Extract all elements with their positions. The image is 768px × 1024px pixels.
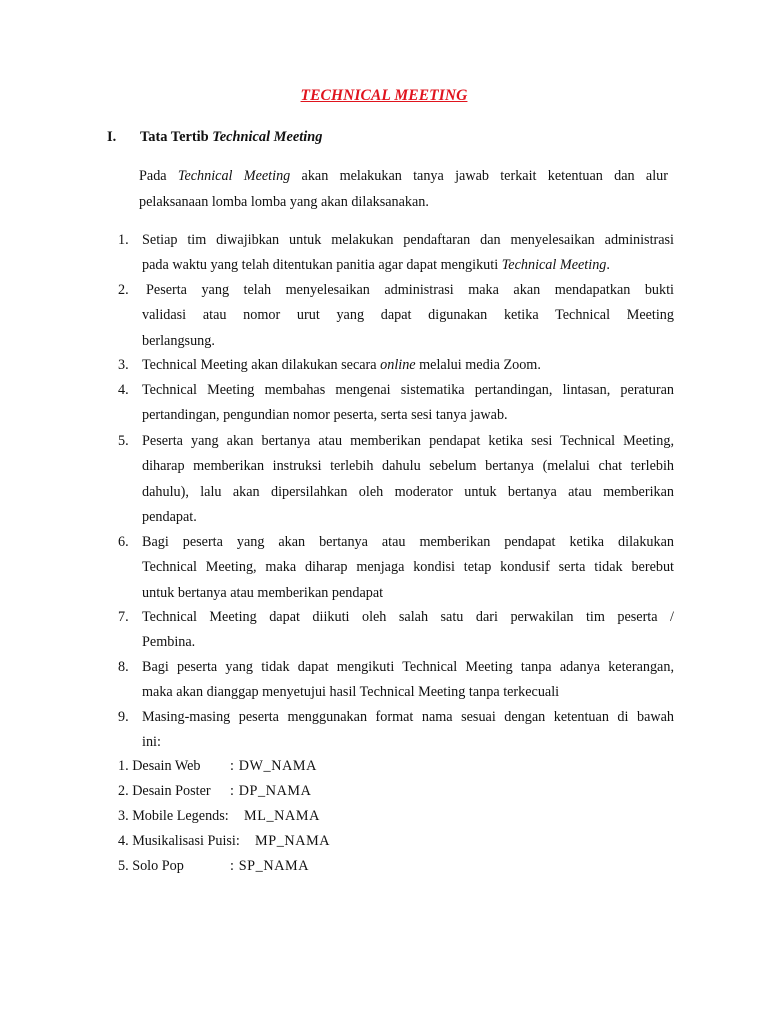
rule-6-line-1: Bagi peserta yang akan bertanya atau memberikan pendapat ketika dilakukan — [142, 534, 674, 550]
rule-8-line-1: Bagi peserta yang tidak dapat mengikuti Technical Meeting tanpa adanya keterangan, — [142, 659, 674, 675]
rule-5-line-1: Peserta yang akan bertanya atau memberikan pendapat ketika sesi Technical Meeting, — [142, 433, 674, 449]
rule-4-line-2: pertandingan, pengundian nomor peserta, serta sesi tanya jawab. — [142, 407, 508, 424]
rule-6-line-3: untuk bertanya atau memberikan pendapat — [142, 584, 384, 601]
format-row — [118, 804, 320, 829]
rule-8-line-2: maka akan dianggap menyetujui hasil Technical Meeting tanpa terkecuali — [142, 684, 560, 701]
intro-line-2: pelaksanaan lomba lomba yang akan dilaksanakan. — [139, 194, 429, 210]
format-row — [118, 854, 310, 879]
rule-number: 3. — [118, 357, 129, 373]
section-title-italic: Technical Meeting — [212, 129, 323, 145]
rule-number: 8. — [118, 659, 129, 675]
section-heading — [107, 129, 322, 146]
rule-2-line-2: validasi atau nomor urut yang dapat digunakan ketika Technical Meeting — [142, 307, 674, 324]
rule-7-line-2: Pembina. — [142, 634, 196, 651]
rule-5-line-2: diharap memberikan instruksi terlebih dahulu sebelum bertanya (melalui chat terlebih — [142, 458, 674, 475]
page-title: TECHNICAL MEETING — [300, 87, 468, 104]
format-code: ML_NAMA — [244, 808, 320, 824]
format-code: : DP_NAMA — [230, 783, 312, 799]
rule-1-line-2: pada waktu yang telah ditentukan panitia agar dapat mengikuti Technical Meeting. — [142, 257, 610, 274]
section-number: I. — [107, 129, 117, 145]
format-label: 4. Musikalisasi Puisi: — [118, 833, 240, 849]
format-label: 5. Solo Pop — [118, 858, 184, 874]
rule-3-line-1: Technical Meeting akan dilakukan secara online melalui media Zoom. — [142, 357, 541, 373]
section-title-prefix: Tata Tertib — [140, 129, 213, 145]
name-format-list — [118, 754, 331, 879]
rule-number: 6. — [118, 534, 129, 550]
rule-5-line-3: dahulu), lalu akan dipersilahkan oleh moderator untuk bertanya atau memberikan — [142, 483, 674, 500]
intro-line-1: Pada Technical Meeting akan melakukan tanya jawab terkait ketentuan dan alur — [139, 168, 668, 184]
rule-number: 7. — [118, 609, 129, 625]
rule-2-line-3: berlangsung. — [142, 332, 215, 349]
rule-6-line-2: Technical Meeting, maka diharap menjaga kondisi tetap kondusif serta tidak berebut — [142, 559, 674, 576]
format-label: 2. Desain Poster — [118, 783, 211, 799]
format-row — [118, 754, 317, 779]
rule-7-line-1: Technical Meeting dapat diikuti oleh salah satu dari perwakilan tim peserta / — [142, 609, 674, 625]
rule-number: 1. — [118, 232, 129, 248]
rule-9-line-2: ini: — [142, 734, 161, 751]
format-label: 1. Desain Web — [118, 758, 201, 774]
rule-4-line-1: Technical Meeting membahas mengenai sistematika pertandingan, lintasan, peraturan — [142, 382, 674, 398]
format-code: MP_NAMA — [255, 833, 331, 849]
rule-1-line-1: Setiap tim diwajibkan untuk melakukan pendaftaran dan menyelesaikan administrasi — [142, 232, 674, 248]
format-code: : SP_NAMA — [230, 858, 310, 874]
intro-paragraph — [139, 163, 668, 215]
rule-number: 9. — [118, 709, 129, 725]
rule-2-line-1: Peserta yang telah menyelesaikan administrasi maka akan mendapatkan bukti — [146, 282, 674, 298]
format-label: 3. Mobile Legends: — [118, 808, 229, 824]
rule-5-line-4: pendapat. — [142, 508, 197, 525]
format-row — [118, 779, 312, 804]
rule-number: 4. — [118, 382, 129, 398]
format-code: : DW_NAMA — [230, 758, 317, 774]
rule-number: 5. — [118, 433, 129, 449]
format-row — [118, 829, 331, 854]
rule-number: 2. — [118, 282, 129, 298]
rule-9-line-1: Masing-masing peserta menggunakan format nama sesuai dengan ketentuan di bawah — [142, 709, 674, 725]
